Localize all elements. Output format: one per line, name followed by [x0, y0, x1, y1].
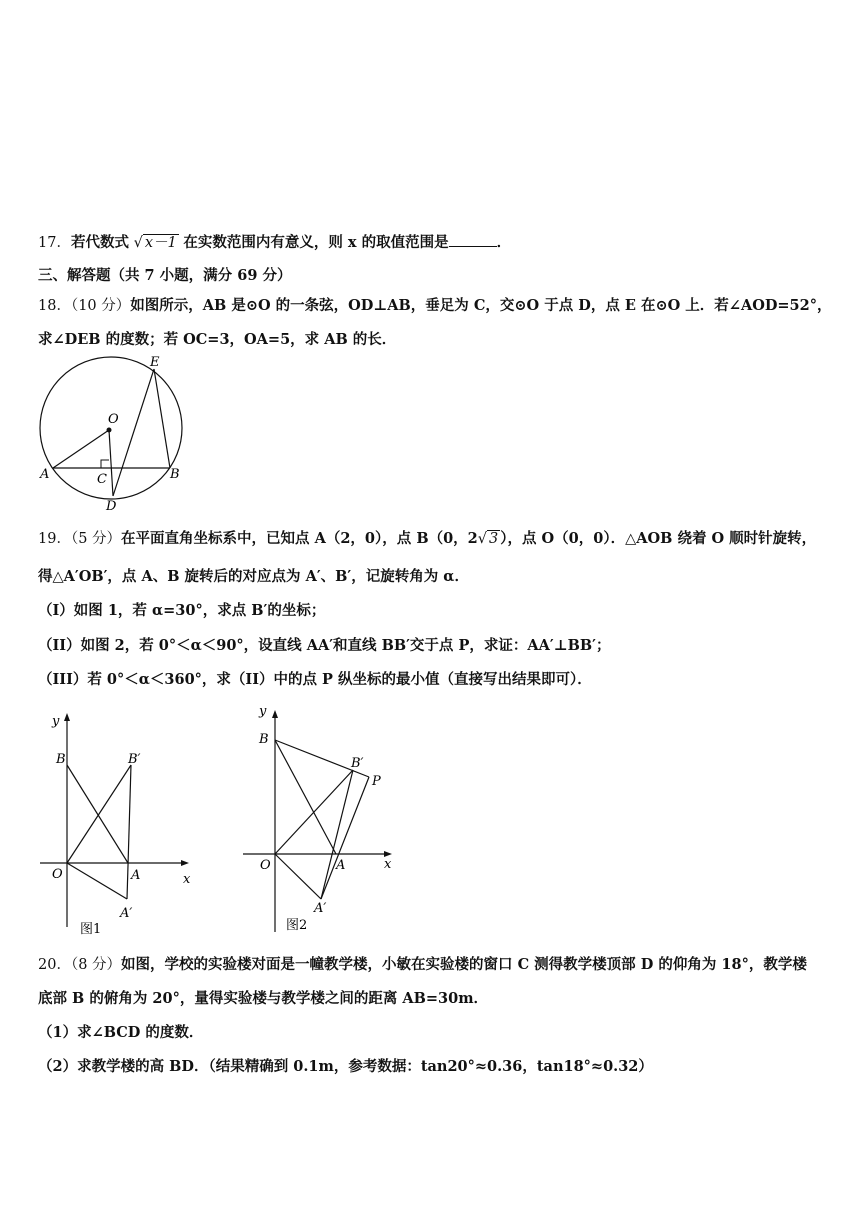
- question-text: 底部 B 的俯角为 20°，量得实验楼与教学楼之间的距离 AB=30m．: [38, 990, 489, 1007]
- label-d: D: [106, 499, 117, 514]
- label-a-prime: A′: [314, 901, 327, 916]
- question-part-2: （2）求教学楼的高 BD．（结果精确到 0.1m，参考数据：tan20°≈0.36，tan18°≈0.32）: [38, 1058, 653, 1075]
- question-number: 17．: [38, 235, 71, 251]
- figure-1: [36, 705, 201, 940]
- y-axis-arrow: [64, 713, 70, 721]
- question-text: 在平面直角坐标系中，已知点 A（2，0），点 B（0，2: [121, 530, 478, 547]
- question-text: ．: [496, 234, 512, 251]
- segment-oa1: [67, 863, 127, 899]
- figure-caption: 图2: [286, 918, 308, 933]
- label-b-prime: B′: [351, 756, 364, 771]
- label-o: O: [108, 412, 119, 427]
- label-a: A: [131, 868, 141, 883]
- question-text: 得△A′OB′，点 A、B 旋转后的对应点为 A′、B′，记旋转角为 α．: [38, 568, 469, 585]
- label-o: O: [260, 858, 271, 873]
- question-text: ），点 O（0，0）．△AOB 绕着 O 顺时针旋转，: [500, 530, 817, 547]
- circle-o: [40, 357, 182, 499]
- figure-caption: 图1: [80, 922, 102, 937]
- center-point: [107, 428, 112, 433]
- label-o: O: [52, 867, 63, 882]
- radicand: x－1: [144, 235, 177, 251]
- question-part-3: （III）若 0°＜α＜360°，求（II）中的点 P 纵坐标的最小值（直接写出结果即可）．: [38, 671, 592, 688]
- question-20: [38, 955, 807, 975]
- question-number: 18．（10 分）: [38, 298, 131, 314]
- figure-2: [238, 700, 403, 935]
- circle-figure: [36, 355, 196, 515]
- label-a: A: [40, 467, 50, 482]
- question-17: [38, 232, 511, 253]
- segment-eb: [154, 369, 170, 468]
- question-text: 如图，学校的实验楼对面是一幢教学楼，小敏在实验楼的窗口 C 测得教学楼顶部 D 的仰角为 18°，教学楼: [121, 956, 807, 973]
- question-18: [38, 296, 831, 316]
- segment-ed: [113, 369, 154, 496]
- segment-oa1: [275, 854, 321, 899]
- label-a: A: [336, 858, 346, 873]
- label-b-prime: B′: [128, 752, 141, 767]
- question-number: 20．（8 分）: [38, 957, 122, 973]
- section-heading: 三、解答题（共 7 小题，满分 69 分）: [38, 267, 292, 284]
- question-part-1: （1）求∠BCD 的度数．: [38, 1024, 204, 1041]
- label-x: x: [384, 857, 392, 872]
- segment-ab: [275, 740, 336, 854]
- label-a-prime: A′: [120, 906, 133, 921]
- right-angle-mark: [101, 460, 109, 468]
- label-b: B: [259, 732, 269, 747]
- label-b: B: [56, 752, 66, 767]
- segment-pa1: [321, 777, 369, 899]
- x-axis-arrow: [181, 860, 189, 866]
- answer-blank: [449, 232, 497, 247]
- label-c: C: [97, 472, 107, 487]
- question-part-1: （I）如图 1，若 α=30°，求点 B′的坐标；: [38, 602, 326, 619]
- radical-expression: √ x－1: [133, 235, 177, 251]
- question-part-2: （II）如图 2，若 0°＜α＜90°，设直线 AA′和直线 BB′交于点 P，求证：AA′⊥BB′；: [38, 637, 611, 654]
- question-text: 求∠DEB 的度数；若 OC=3，OA=5，求 AB 的长．: [38, 331, 397, 348]
- segment-od: [109, 430, 113, 496]
- label-b: B: [170, 467, 180, 482]
- label-e: E: [150, 355, 160, 370]
- question-19: [38, 529, 816, 549]
- segment-ob1: [275, 770, 353, 854]
- label-y: y: [259, 704, 267, 719]
- question-text: 在实数范围内有意义，则 x 的取值范围是: [183, 234, 449, 251]
- label-x: x: [183, 872, 191, 887]
- label-p: P: [372, 774, 381, 789]
- radicand: 3: [489, 531, 499, 547]
- y-axis-arrow: [272, 710, 278, 718]
- question-text: 如图所示，AB 是⊙O 的一条弦，OD⊥AB，垂足为 C，交⊙O 于点 D，点 E 在⊙O 上．若∠AOD=52°，: [130, 297, 832, 314]
- question-text: 若代数式: [70, 234, 129, 251]
- label-y: y: [52, 714, 60, 729]
- radical-expression: √ 3: [477, 531, 499, 547]
- question-number: 19．（5 分）: [38, 531, 122, 547]
